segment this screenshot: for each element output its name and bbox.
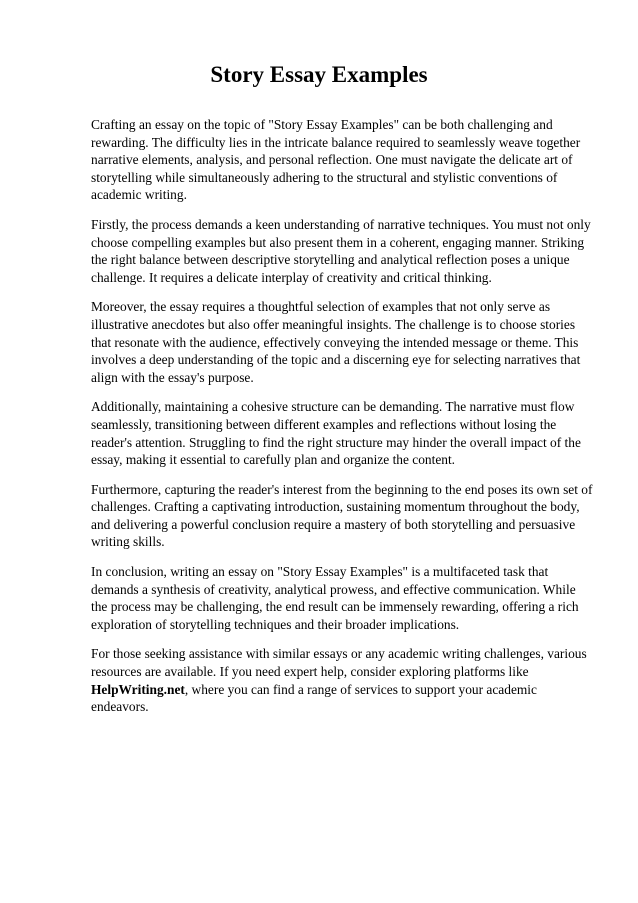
- document-title: Story Essay Examples: [210, 62, 428, 87]
- paragraph-firstly: Firstly, the process demands a keen understanding of narrative techniques. You must not only choose compelling examples but also present them in a coherent, engaging manner. Striking the right balance between descriptive storytelling and analytical reflection poses a unique challenge. It requires a delicate interplay of creativity and critical thinking.: [91, 216, 591, 285]
- closing-text-after: , where you can find a range of services to support your academic endeavors.: [91, 681, 537, 715]
- closing-text-before: For those seeking assistance with similar essays or any academic writing challenges, various resources are available. If you need expert help, consider exploring platforms like: [91, 646, 587, 680]
- paragraph-intro: Crafting an essay on the topic of "Story Essay Examples" can be both challenging and rewarding. The difficulty lies in the intricate balance required to seamlessly weave together narrative elements, analysis, and personal reflection. One must navigate the delicate art of storytelling while simultaneously adhering to the structural and stylistic conventions of academic writing.: [91, 117, 581, 203]
- paragraph-conclusion: In conclusion, writing an essay on "Story Essay Examples" is a multifaceted task that demands a synthesis of creativity, analytical prowess, and effective communication. While the process may be challenging, the end result can be immensely rewarding, offering a rich exploration of storytelling techniques and their broader implications.: [91, 564, 579, 632]
- paragraph-furthermore: Furthermore, capturing the reader's interest from the beginning to the end poses its own set of challenges. Crafting a captivating introduction, sustaining momentum throughout the body, and delivering a powerful conclusion require a mastery of both storytelling and persuasive writing skills.: [91, 481, 593, 550]
- paragraph-closing: [91, 645, 594, 715]
- paragraph-moreover: Moreover, the essay requires a thoughtful selection of examples that not only serve as illustrative anecdotes but also offer meaningful insights. The challenge is to choose stories that resonate with the audience, effectively conveying the intended message or theme. This involves a deep understanding of the topic and a discerning eye for selecting narratives that align with the essay's purpose.: [91, 299, 581, 385]
- paragraph-additionally: Additionally, maintaining a cohesive structure can be demanding. The narrative must flow seamlessly, transitioning between different examples and reflections without losing the reader's attention. Struggling to find the right structure may hinder the overall impact of the essay, making it essential to carefully plan and organize the content.: [91, 399, 581, 468]
- helpwriting-link[interactable]: HelpWriting.net: [91, 681, 185, 697]
